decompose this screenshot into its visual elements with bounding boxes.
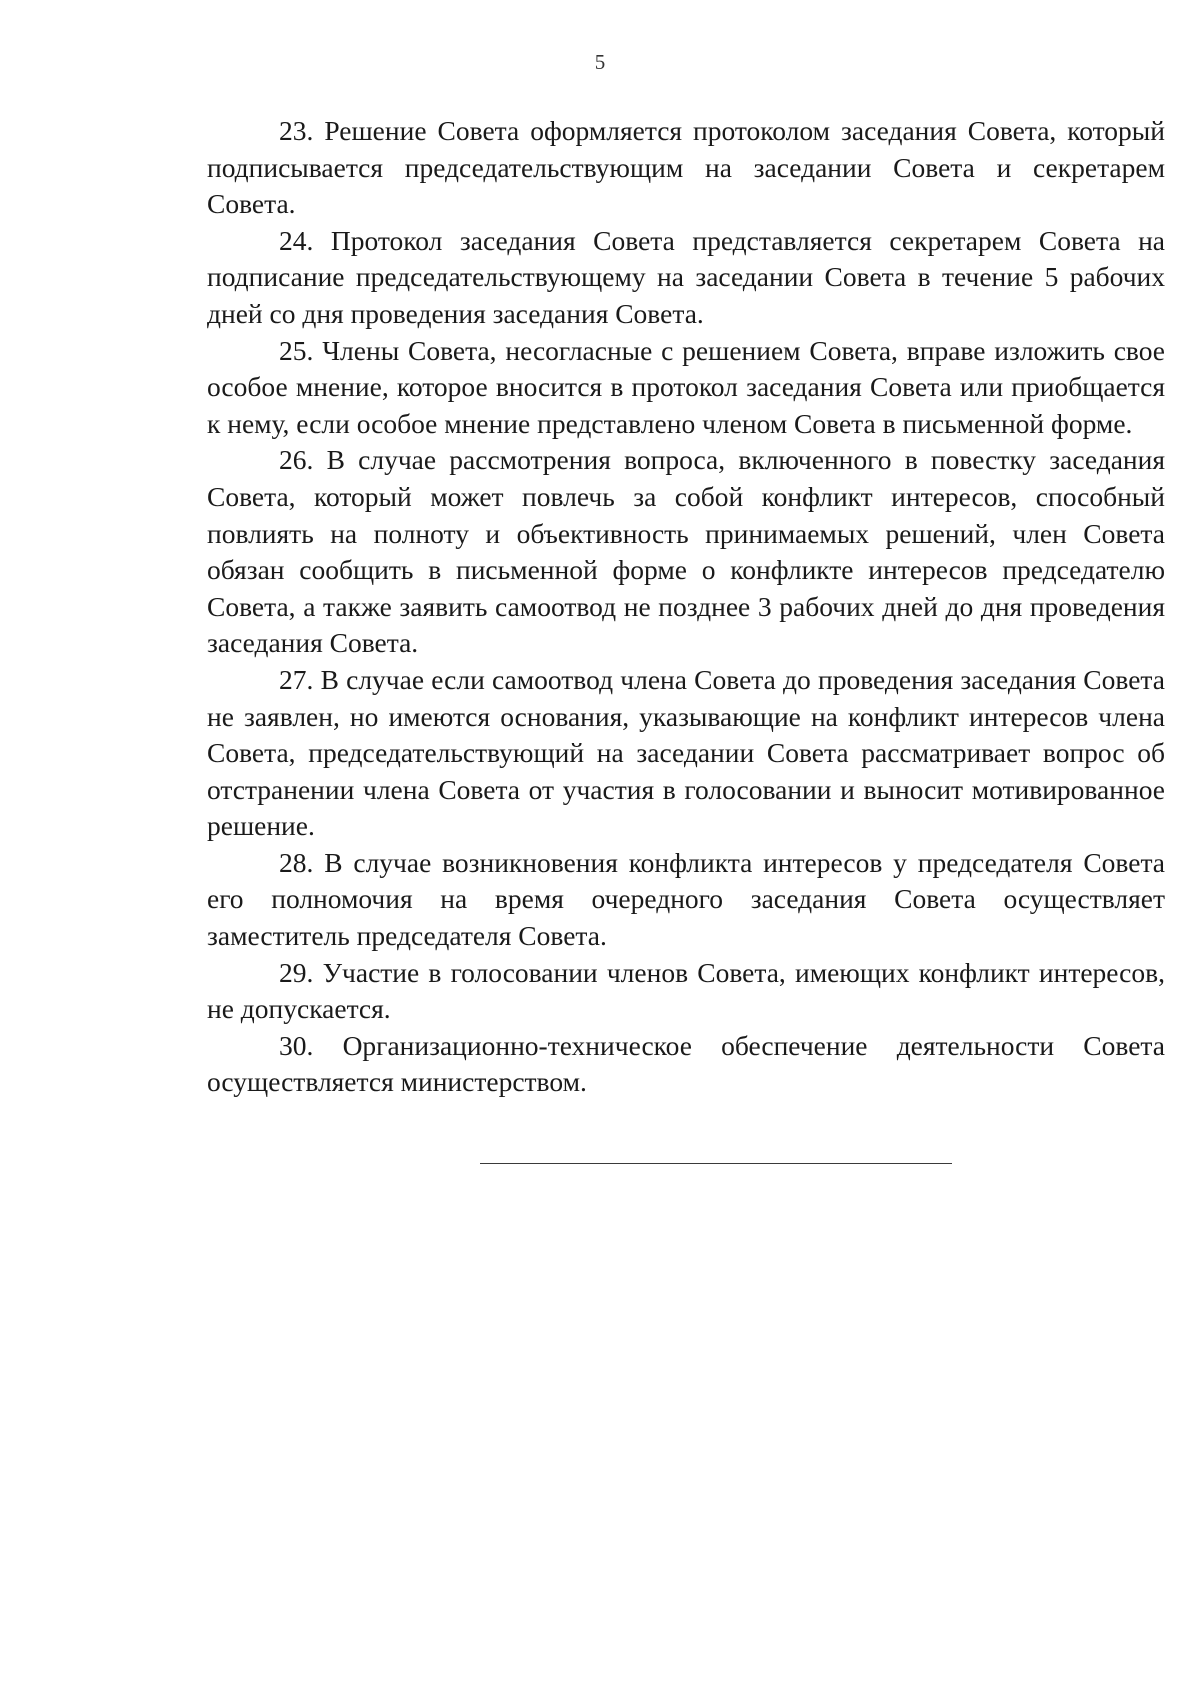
- document-body: [207, 113, 1165, 1101]
- paragraph-23: 23. Решение Совета оформляется протоколом заседания Совета, который подписывается председательствующим на заседании Совета и секретарем Совета.: [207, 115, 1165, 220]
- paragraph-28: 28. В случае возникновения конфликта интересов у председателя Совета его полномочия на время очередного заседания Совета осуществляет заместитель председателя Совета.: [207, 846, 1165, 952]
- paragraph-27: 27. В случае если самоотвод члена Совета до проведения заседания Совета не заявлен, но имеются основания, указывающие на конфликт интересов члена Совета, председательствующий на заседании Совета рассматривает вопрос об отстранении члена Совета от участия в голосовании и выносит мотивированное решение.: [207, 663, 1165, 842]
- paragraph-24: 24. Протокол заседания Совета представляется секретарем Совета на подписание председательствующему на заседании Совета в течение 5 рабочих дней со дня проведения заседания Совета.: [207, 224, 1165, 329]
- paragraph-29: 29. Участие в голосовании членов Совета, имеющих конфликт интересов, не допускается.: [207, 956, 1165, 1025]
- closing-divider: [480, 1163, 952, 1164]
- paragraph-30: 30. Организационно-техническое обеспечение деятельности Совета осуществляется министерством.: [207, 1029, 1165, 1098]
- paragraph-25: 25. Члены Совета, несогласные с решением Совета, вправе изложить свое особое мнение, которое вносится в протокол заседания Совета или приобщается к нему, если особое мнение представлено членом Совета в письменной форме.: [207, 334, 1165, 439]
- page-number: 5: [594, 50, 606, 74]
- paragraph-26: 26. В случае рассмотрения вопроса, включенного в повестку заседания Совета, который может повлечь за собой конфликт интересов, способный повлиять на полноту и объективность принимаемых решений, член Совета обязан сообщить в письменной форме о конфликте интересов председателю Совета, а также заявить самоотвод не позднее 3 рабочих дней до дня проведения заседания Совета.: [207, 444, 1165, 659]
